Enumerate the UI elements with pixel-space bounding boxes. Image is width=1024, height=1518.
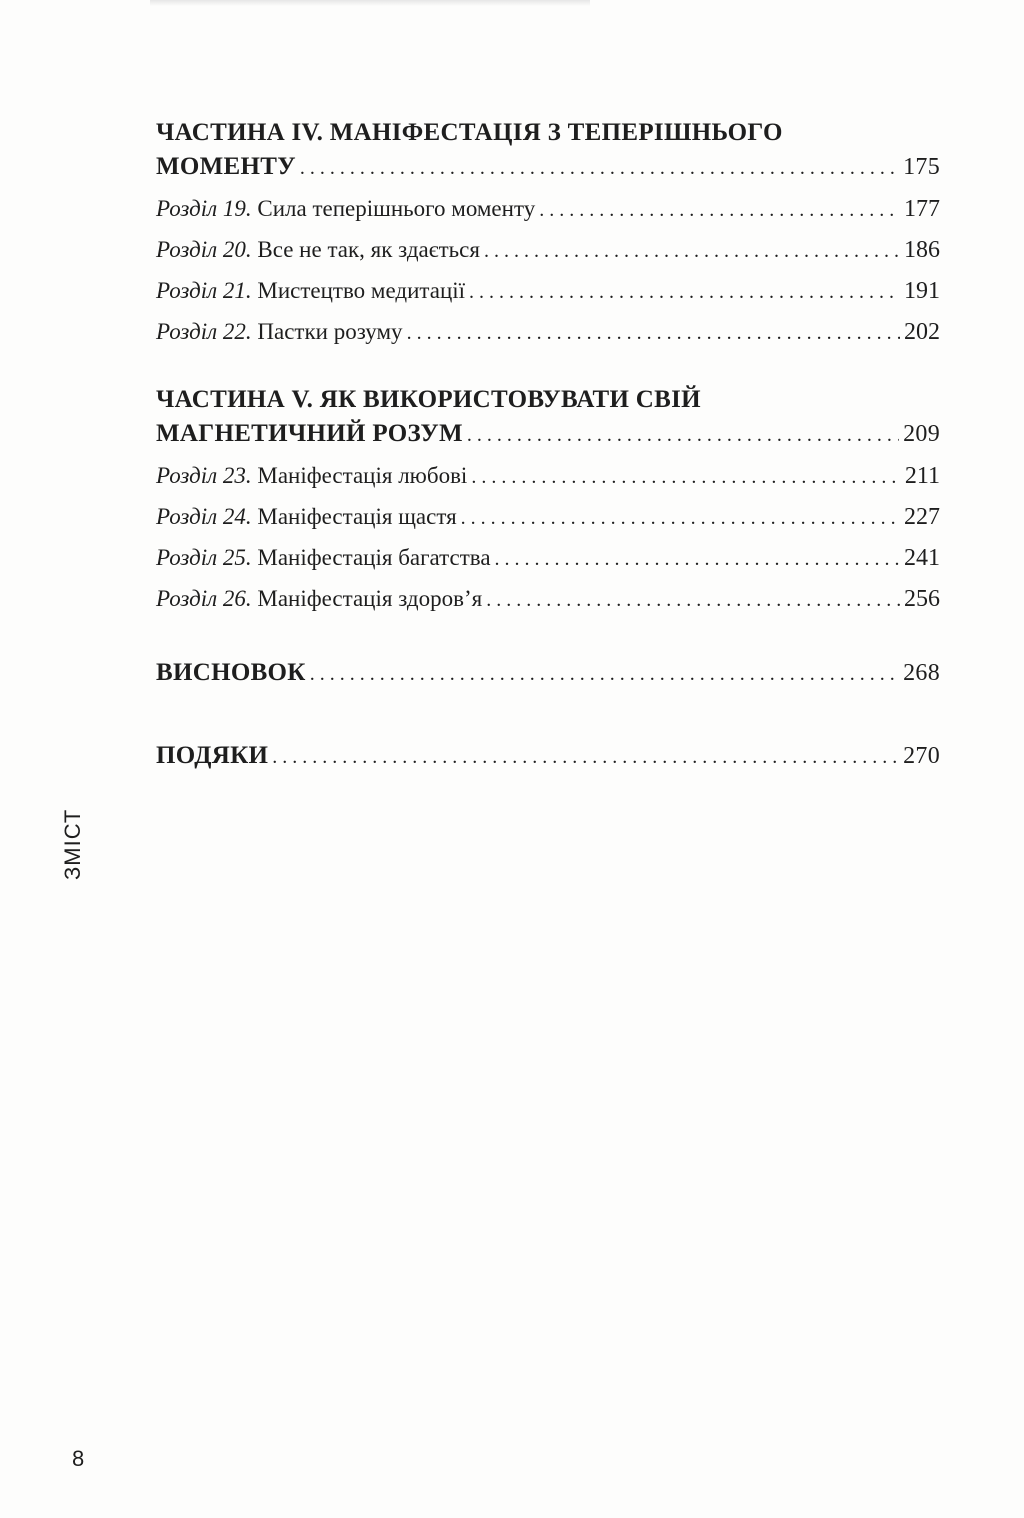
- page-ref: 256: [904, 586, 940, 612]
- part-title-line1: ЧАСТИНА IV. МАНІФЕСТАЦІЯ З ТЕПЕРІШНЬОГО: [156, 119, 783, 146]
- toc-entry-chapter-22: [156, 312, 940, 353]
- leader-dots: [469, 272, 900, 312]
- page-number: 8: [72, 1446, 85, 1471]
- chapter-prefix: Розділ 26.: [156, 586, 252, 611]
- chapter-prefix: Розділ 20.: [156, 237, 252, 262]
- leader-dots: [407, 313, 900, 353]
- leader-dots: [272, 740, 899, 774]
- page-ref: 268: [903, 660, 940, 686]
- toc-entry-chapter-24: [156, 497, 940, 538]
- acknowledgements-title: ПОДЯКИ: [156, 742, 269, 769]
- scan-shadow: [150, 0, 590, 6]
- toc-entry-chapter-19: [156, 189, 940, 230]
- chapter-title: Сила теперішнього моменту: [251, 196, 536, 221]
- chapter-prefix: Розділ 22.: [156, 319, 252, 344]
- toc-part-5: [156, 383, 940, 620]
- chapter-prefix: Розділ 19.: [156, 196, 252, 221]
- page-ref: 177: [904, 196, 940, 222]
- leader-dots: [300, 151, 899, 185]
- chapter-list: [156, 189, 940, 353]
- conclusion-title: ВИСНОВОК: [156, 659, 306, 686]
- chapter-prefix: Розділ 21.: [156, 278, 252, 303]
- part-title-line1: ЧАСТИНА V. ЯК ВИКОРИСТОВУВАТИ СВІЙ: [156, 386, 701, 413]
- chapter-prefix: Розділ 23.: [156, 463, 252, 488]
- part-heading: [156, 116, 940, 185]
- toc-entry-chapter-20: [156, 230, 940, 271]
- leader-dots: [539, 190, 900, 230]
- page-ref: 175: [903, 154, 940, 180]
- page-ref: 186: [904, 237, 940, 263]
- toc-part-4: [156, 116, 940, 353]
- toc-entry-chapter-21: [156, 271, 940, 312]
- leader-dots: [471, 457, 901, 497]
- part-heading: [156, 383, 940, 452]
- chapter-list: [156, 456, 940, 620]
- acknowledgements-row: [156, 739, 940, 774]
- page-ref: 241: [904, 545, 940, 571]
- chapter-title: Маніфестація здоров’я: [251, 586, 483, 611]
- leader-dots: [486, 580, 900, 620]
- part-title-row: [156, 150, 940, 185]
- leader-dots: [461, 498, 900, 538]
- part-title-line2: МАГНЕТИЧНИЙ РОЗУМ: [156, 420, 463, 447]
- part-title-row: [156, 417, 940, 452]
- leader-dots: [484, 231, 900, 271]
- leader-dots: [310, 657, 899, 691]
- chapter-title: Все не так, як здається: [251, 237, 480, 262]
- part-title-line2: МОМЕНТУ: [156, 153, 296, 180]
- running-section-label: ЗМІСТ: [60, 808, 85, 880]
- table-of-contents: [156, 116, 940, 774]
- chapter-title: Пастки розуму: [251, 319, 403, 344]
- page-ref: 227: [904, 504, 940, 530]
- page-ref: 202: [904, 319, 940, 345]
- toc-entry-chapter-23: [156, 456, 940, 497]
- toc-entry-chapter-26: [156, 579, 940, 620]
- chapter-prefix: Розділ 25.: [156, 545, 252, 570]
- chapter-title: Маніфестація любові: [251, 463, 468, 488]
- toc-entry-chapter-25: [156, 538, 940, 579]
- conclusion-row: [156, 656, 940, 691]
- chapter-title: Мистецтво медитації: [251, 278, 466, 303]
- page-ref: 211: [904, 463, 940, 489]
- leader-dots: [467, 418, 899, 452]
- page-ref: 191: [904, 278, 940, 304]
- page-ref: 209: [903, 421, 940, 447]
- chapter-title: Маніфестація багатства: [251, 545, 491, 570]
- toc-acknowledgements: [156, 739, 940, 774]
- leader-dots: [495, 539, 900, 579]
- chapter-title: Маніфестація щастя: [251, 504, 457, 529]
- chapter-prefix: Розділ 24.: [156, 504, 252, 529]
- page-ref: 270: [903, 743, 940, 769]
- toc-conclusion: [156, 656, 940, 691]
